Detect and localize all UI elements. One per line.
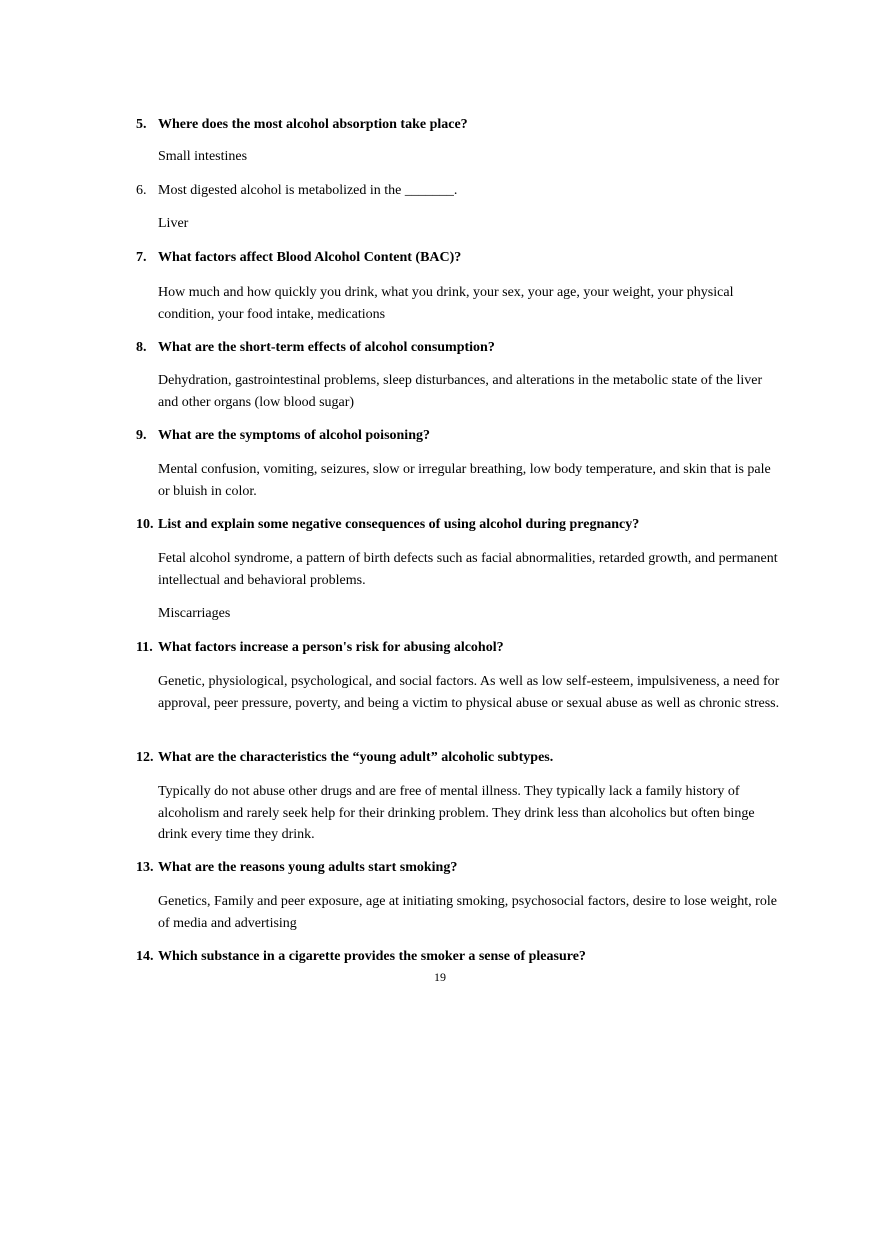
answer-7: How much and how quickly you drink, what you drink, your sex, your age, your weight, your physical condition, your food intake, medications <box>158 285 734 322</box>
question-number: 10. <box>136 517 154 532</box>
question-text: What factors increase a person's risk for abusing alcohol? <box>158 640 504 655</box>
question-number: 12. <box>136 750 154 765</box>
question-text: What are the short-term effects of alcohol consumption? <box>158 340 495 355</box>
question-text: What are the reasons young adults start smoking? <box>158 860 458 875</box>
question-5 <box>136 114 796 135</box>
answer-10-part-1: Fetal alcohol syndrome, a pattern of birth defects such as facial abnormalities, retarded growth, and permanent intellectual and behavioral problems. <box>158 551 778 588</box>
question-8 <box>136 337 796 358</box>
question-number: 14. <box>136 949 154 964</box>
question-number: 9. <box>136 428 147 443</box>
answer-13: Genetics, Family and peer exposure, age at initiating smoking, psychosocial factors, desire to lose weight, role of media and advertising <box>158 894 777 931</box>
answer-10-part-2: Miscarriages <box>158 606 231 621</box>
question-text: Which substance in a cigarette provides the smoker a sense of pleasure? <box>158 949 586 964</box>
question-10 <box>136 514 796 535</box>
question-text: What are the characteristics the “young adult” alcoholic subtypes. <box>158 750 554 765</box>
question-number: 11. <box>136 640 153 655</box>
question-text: Most digested alcohol is metabolized in the _______. <box>158 183 458 198</box>
question-number: 5. <box>136 117 147 132</box>
question-9 <box>136 425 796 446</box>
question-text: What factors affect Blood Alcohol Content (BAC)? <box>158 250 462 265</box>
answer-8: Dehydration, gastrointestinal problems, sleep disturbances, and alterations in the metabolic state of the liver and other organs (low blood sugar) <box>158 373 763 410</box>
question-number: 6. <box>136 183 147 198</box>
question-6 <box>136 180 796 201</box>
answer-5: Small intestines <box>158 149 248 164</box>
answer-6: Liver <box>158 216 189 231</box>
question-number: 13. <box>136 860 154 875</box>
question-14 <box>136 946 796 967</box>
question-13 <box>136 857 796 878</box>
answer-12: Typically do not abuse other drugs and are free of mental illness. They typically lack a family history of alcoholism and rarely seek help for their drinking problem. They drink less than alcoholics but often binge drink every time they drink. <box>158 784 755 842</box>
question-text: List and explain some negative consequences of using alcohol during pregnancy? <box>158 517 640 532</box>
question-text: Where does the most alcohol absorption take place? <box>158 117 468 132</box>
question-7 <box>136 247 796 268</box>
answer-9: Mental confusion, vomiting, seizures, slow or irregular breathing, low body temperature, and skin that is pale or bluish in color. <box>158 462 771 499</box>
question-number: 7. <box>136 250 147 265</box>
question-12 <box>136 747 796 768</box>
answer-11: Genetic, physiological, psychological, and social factors. As well as low self-esteem, impulsiveness, a need for approval, peer pressure, poverty, and being a victim to physical abuse or sexual abuse as well as chronic stress. <box>158 674 780 711</box>
question-number: 8. <box>136 340 147 355</box>
question-text: What are the symptoms of alcohol poisoning? <box>158 428 430 443</box>
question-11 <box>136 637 796 658</box>
page-number: 19 <box>434 970 446 984</box>
